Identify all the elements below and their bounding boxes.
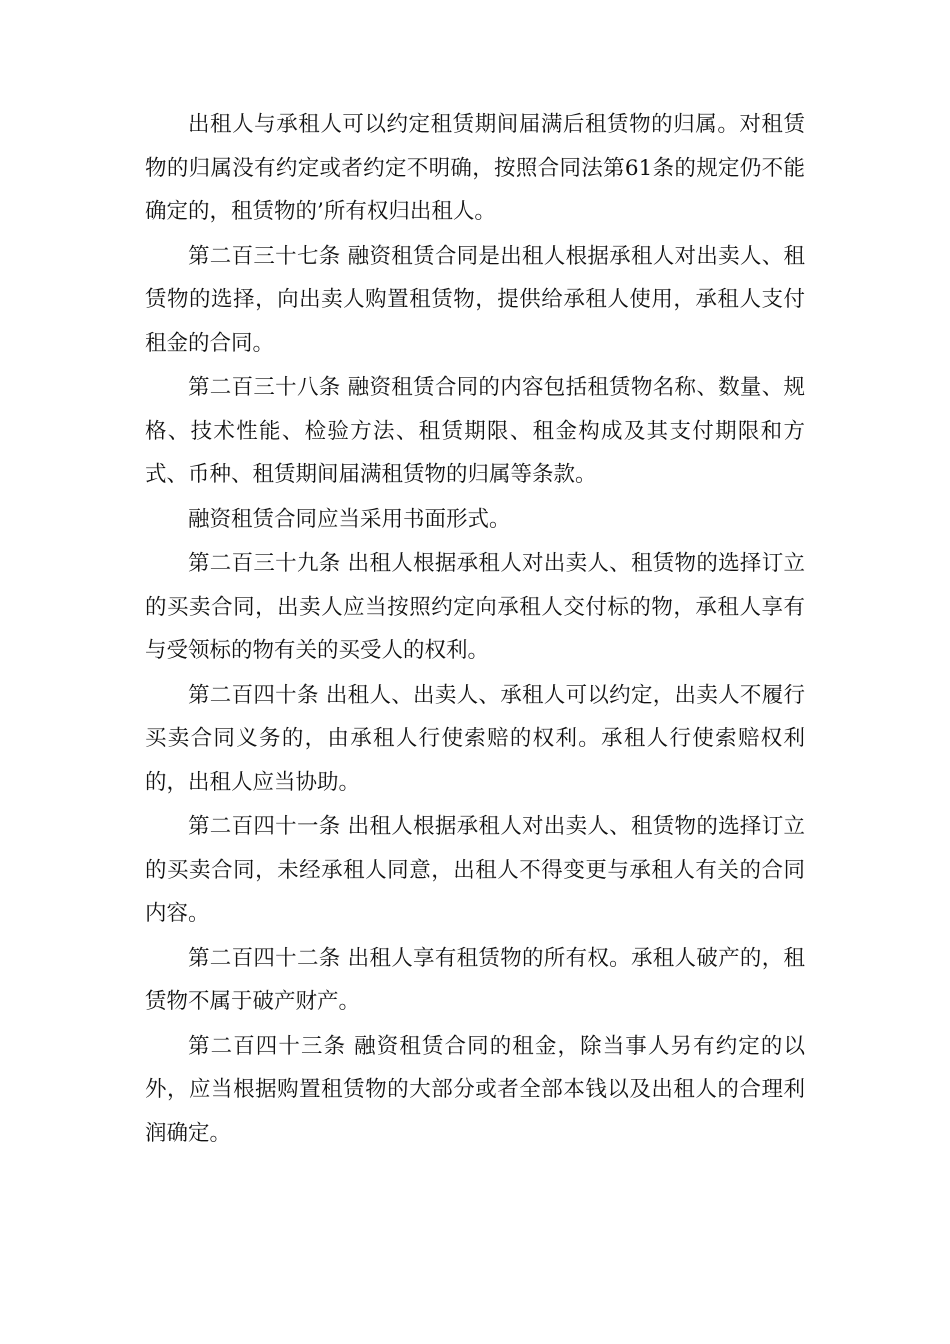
paragraph: 第二百三十九条 出租人根据承租人对出卖人、租赁物的选择订立的买卖合同，出卖人应当按照约定向承租人交付标的物，承租人享有与受领标的物有关的买受人的权利。 [145, 551, 805, 663]
paragraph: 融资租赁合同应当采用书面形式。 [188, 506, 511, 532]
paragraph: 第二百四十三条 融资租赁合同的租金，除当事人另有约定的以外，应当根据购置租赁物的大部分或者全部本钱以及出租人的合理利润确定。 [145, 1033, 805, 1146]
paragraph: 第二百四十二条 出租人享有租赁物的所有权。承租人破产的，租赁物不属于破产财产。 [145, 945, 805, 1014]
paragraph: 第二百三十八条 融资租赁合同的内容包括租赁物名称、数量、规格、技术性能、检验方法、租赁期限、租金构成及其支付期限和方式、币种、租赁期间届满租赁物的归属等条款。 [145, 375, 805, 487]
paragraph: 第二百四十一条 出租人根据承租人对出卖人、租赁物的选择订立的买卖合同，未经承租人同意，出租人不得变更与承租人有关的合同内容。 [145, 814, 805, 926]
paragraph: 第二百四十条 出租人、出卖人、承租人可以约定，出卖人不履行买卖合同义务的，由承租人行使索赔的权利。承租人行使索赔权利的，出租人应当协助。 [145, 682, 805, 795]
paragraph: 第二百三十七条 融资租赁合同是出租人根据承租人对出卖人、租赁物的选择，向出卖人购置租赁物，提供给承租人使用，承租人支付租金的合同。 [145, 243, 805, 356]
document-page [145, 103, 805, 1156]
paragraph: 出租人与承租人可以约定租赁期间届满后租赁物的归属。对租赁物的归属没有约定或者约定不明确，按照合同法第61条的规定仍不能确定的，租赁物的’所有权归出租人。 [145, 112, 805, 224]
